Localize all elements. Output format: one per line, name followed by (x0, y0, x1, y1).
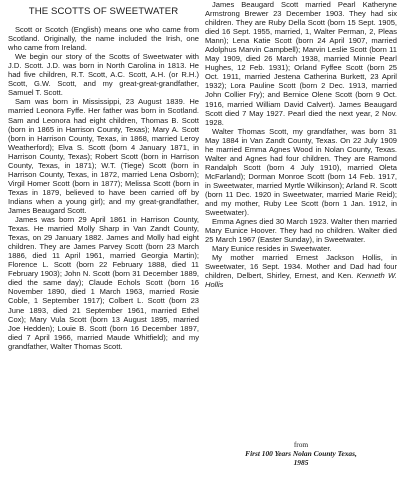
right-paragraph: Walter Thomas Scott, my grandfather, was born 31 May 1884 in Van Zandt County, Texas. On 22 July 1909 he married Emma Agnes Wood in Nolan County, Texas. Walter and Agnes had four children. They are Ramond Randalph Scott (born 4 July 1910), married Oleta McFarland); Dorman Monroe Scott (born 14 Feb. 1917, in Sweetwater, married Myrtle Wilkinson); Arland R. Scott (born 11 Dec. 1920 in Sweetwater, married Marie Reid); and my mother, Ruby Lee Scott (born 1 Jan. 1912, in Sweetwater). (205, 126, 397, 218)
article-title: THE SCOTTS OF SWEETWATER (28, 6, 179, 17)
right-paragraph: Mary Eunice resides in Sweetwater. (212, 244, 332, 254)
left-column (8, 0, 199, 351)
left-paragraph: Sam was born in Mississippi, 23 August 1839. He married Leonora Fyffe. Her father was born in Scotland. Sam and Leonora had eight children, Thomas B. Scott (born in 1865 in Harrison County, Texas); Mary A. Scott (born in Harrison County, Texas, in 1868, married Leroy Weatherford); Elva S. Scott (born 4 January 1871, in Harrison County, Texas); Robert Scott (born in Harrison County, Texas, in 1871); W.T. (Tiege) Scott (born in Harrison County, Texas, in 1872, married Lena Osborn); Virgil Homer Scott (born in 1877); Melissa Scott (born in Texas in 1879, believed to have been carried off by Indians when a young girl); and my great-grandfather, James Beaugard Scott. (8, 97, 199, 215)
source-publication: First 100 Years Nolan County Texas, (245, 449, 357, 458)
right-column (205, 0, 397, 290)
right-paragraph: James Beaugard Scott married Pearl Katheryne Armstrong Brewer 23 December 1903. They had six children. They are Ruby Della Scott (born 15 Sept. 1905, died 16 Sept. 1955, married, 1, Walter Perman, 2, Pleas Mann); Lena Katie Scott (born 24 April 1907, married Adolphus Marvin Campbell); Marvin Leslie Scott (born 11 May 1909, died 26 March 1938, married Minnie Pearl Hughes, 12 Feb. 1931); Orland Fyffee Scott (born 25 Oct. 1911, married Jestena Catherina Burkett, 23 April 1932); Lora Pauline Scott (born 2 Dec. 1913, married John Collier Fry); and Bernice Olene Scott (born 9 Oct. 1916, married William David Calvert). James Beaugard Scott died 7 May 1927. Pearl died the next year, 2 Nov. 1928. (205, 0, 397, 127)
left-paragraph: Scott or Scotch (English) means one who came from Scotland. Originally, the name included the Irish, one who came from Ireland. (8, 25, 199, 53)
source-from-label: from (293, 440, 309, 449)
source-year: 1985 (293, 458, 309, 467)
right-paragraph-final (205, 253, 397, 289)
final-paragraph-text: My mother married Ernest Jackson Hollis, in Sweetwater, 16 Sept. 1934. Mother and Dad had four children, Delbert, Shirley, Ernest, and Ken. (205, 253, 397, 281)
author-signature: Kenneth W. Hollis (205, 271, 397, 290)
right-paragraph: Emma Agnes died 30 March 1923. Walter then married Mary Eunice Hoover. They had no children. Walter died 25 March 1967 (Easter Sunday), in Sweetwater. (205, 217, 397, 245)
left-paragraph: James was born 29 April 1861 in Harrison County, Texas. He married Molly Sharp in Van Zandt County, Texas, on 29 January 1882. James and Molly had eight children. They are James Parvey Scott (born 23 March 1886, died 11 April 1961, married Georgia Martin); Florence L. Scott (born 22 February 1888, died 11 February 1903); John N. Scott (born 31 December 1889, died the same day); Claude Echols Scott (born 16 November 1890, died 1 March 1963, married Rosie Coble, 1 September 1917); Colbert L. Scott (born 23 June 1893, died 21 September 1961, married Ethel Cox); Mary Vula Scott (born 13 August 1895, married Joe Hedden); Louie B. Scott (born 16 December 1897, died 7 April 1966, married Maude Whitfield); and my grandfather, Walter Thomas Scott. (8, 215, 199, 351)
left-paragraph: We begin our story of the Scotts of Sweetwater with J.D. Scott. J.D. was born in North Carolina in 1813. He had five children, R.T. Scott, A.C. Scott, A.H. (or R.H.) Scott, G.W. Scott, and my great-great-grandfather, Samuel T. Scott. (8, 52, 199, 98)
source-citation (205, 440, 397, 467)
